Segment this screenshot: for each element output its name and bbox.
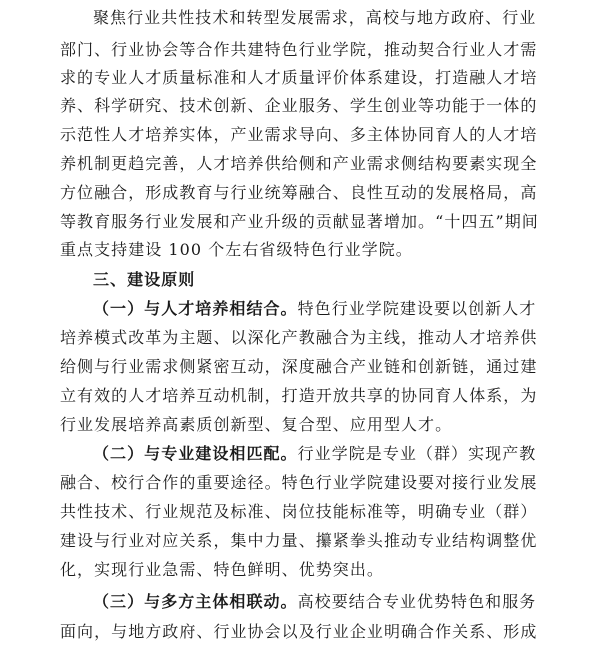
principle-3-first-line — [93, 590, 536, 614]
principle-1-text: 特色行业学院建设要以创新人才 — [297, 299, 537, 318]
principle-3-text: 高校要结合专业优势特色和服务 — [297, 592, 537, 611]
principle-3-title: （三）与多方主体相联动。 — [93, 592, 298, 611]
principle-3-line-2: 面向，与地方政府、行业协会以及行业企业明确合作关系、形成 — [60, 622, 538, 641]
intro-line-2: 部门、行业协会等合作共建特色行业学院，推动契合行业人才需 — [60, 40, 538, 59]
intro-line-8: 等教育服务行业发展和产业升级的贡献显著增加。“十四五”期间 — [60, 212, 539, 231]
intro-line-6: 养机制更趋完善，人才培养供给侧和产业需求侧结构要素实现全 — [60, 154, 538, 173]
principle-2-line-2: 融合、校行合作的重要途径。特色行业学院建设要对接行业发展 — [60, 473, 538, 492]
principle-2-line-3: 共性技术、行业规范及标准、岗位技能标准等，明确专业（群） — [60, 502, 538, 521]
principle-2-title: （二）与专业建设相匹配。 — [93, 444, 298, 463]
intro-line-7: 方位融合，形成教育与行业统筹融合、良性互动的发展格局，高 — [60, 183, 538, 202]
principle-2-first-line — [93, 442, 536, 466]
principle-1-first-line — [93, 297, 536, 321]
principle-1-line-2: 培养模式改革为主题、以深化产教融合为主线，推动人才培养供 — [60, 328, 538, 347]
principle-1-line-5: 行业发展培养高素质创新型、复合型、应用型人才。 — [60, 415, 453, 434]
intro-line-3: 求的专业人才质量标准和人才质量评价体系建设，打造融人才培 — [60, 68, 538, 87]
section-heading: 三、建设原则 — [93, 270, 196, 289]
principle-2-text: 行业学院是专业（群）实现产教 — [297, 444, 537, 463]
intro-line-4: 养、科学研究、技术创新、企业服务、学生创业等功能于一体的 — [60, 96, 538, 115]
intro-line-9: 重点支持建设 100 个左右省级特色行业学院。 — [60, 240, 413, 259]
intro-line-1: 聚焦行业共性技术和转型发展需求，高校与地方政府、行业 — [93, 8, 537, 27]
principle-1-line-4: 立有效的人才培养互动机制，打造开放共享的协同育人体系，为 — [60, 386, 538, 405]
principle-1-line-3: 给侧与行业需求侧紧密互动，深度融合产业链和创新链，通过建 — [60, 357, 538, 376]
principle-2-line-5: 化，实现行业急需、特色鲜明、优势突出。 — [60, 560, 384, 579]
principle-2-line-4: 建设与行业对应关系，集中力量、攥紧拳头推动专业结构调整优 — [60, 531, 538, 550]
principle-1-title: （一）与人才培养相结合。 — [93, 299, 298, 318]
intro-line-5: 示范性人才培养实体，产业需求导向、多主体协同育人的人才培 — [60, 125, 538, 144]
